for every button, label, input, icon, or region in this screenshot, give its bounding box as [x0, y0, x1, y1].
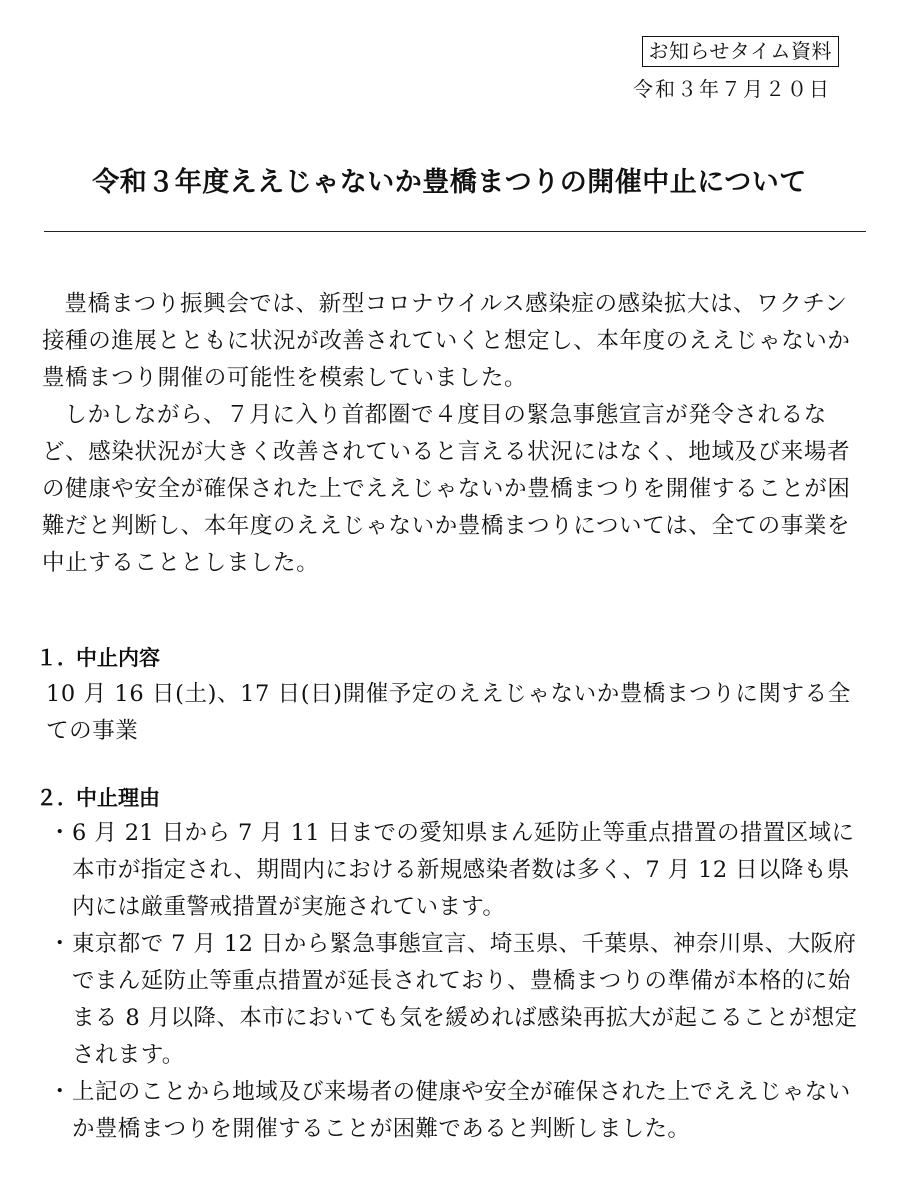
intro-paragraph: 豊橋まつり振興会では、新型コロナウイルス感染症の感染拡大は、ワクチン接種の進展とともに状況が改善されていくと想定し、本年度のええじゃないか豊橋まつり開催の可能性を模索していました。	[42, 291, 851, 391]
intro-text	[42, 286, 864, 582]
section-body: 10 月 16 日(土)、17 日(日)開催予定のええじゃないか豊橋まつりに関する全ての事業	[46, 681, 851, 744]
section-heading-label: 中止理由	[76, 786, 160, 810]
list-item	[48, 1074, 870, 1148]
section-number: １．	[36, 646, 78, 670]
list-item-text: 東京都で 7 月 12 日から緊急事態宣言、埼玉県、千葉県、神奈川県、大阪府でまん延防止等重点措置が延長されており、豊橋まつりの準備が本格的に始まる 8 月以降、本市においても気を緩めれば感染再拡大が起こることが想定されます。	[72, 931, 858, 1068]
section-cancellation-reason	[30, 783, 870, 1148]
bullet-icon: ・	[48, 931, 72, 957]
section-heading-label: 中止内容	[76, 646, 160, 670]
list-item-text: 6 月 21 日から 7 月 11 日までの愛知県まん延防止等重点措置の措置区域に本市が指定され、期間内における新規感染者数は多く、7 月 12 日以降も県内には厳重警戒措置が実施されています。	[72, 820, 855, 920]
list-item	[48, 815, 870, 926]
page-title: 令和３年度ええじゃないか豊橋まつりの開催中止について	[92, 167, 807, 198]
reason-list	[30, 815, 870, 1148]
document-type-label: お知らせタイム資料	[642, 36, 840, 67]
bullet-icon: ・	[48, 820, 72, 846]
section-heading	[30, 783, 870, 813]
section-number: ２．	[36, 786, 78, 810]
document-date: 令和３年７月２０日	[633, 77, 831, 101]
list-item	[48, 926, 870, 1074]
list-item-text: 上記のことから地域及び来場者の健康や安全が確保された上でええじゃないか豊橋まつりを開催することが困難であると判断しました。	[72, 1079, 851, 1142]
intro-paragraph: しかしながら、７月に入り首都圏で４度目の緊急事態宣言が発令されるなど、感染状況が大きく改善されていると言える状況にはなく、地域及び来場者の健康や安全が確保された上でええじゃないか豊橋まつりを開催することが困難だと判断し、本年度のええじゃないか豊橋まつりについては、全ての事業を中止することとしました。	[42, 402, 851, 576]
title-divider	[44, 231, 866, 232]
bullet-icon: ・	[48, 1079, 72, 1105]
section-cancellation-content	[30, 643, 870, 750]
section-heading	[30, 643, 870, 673]
